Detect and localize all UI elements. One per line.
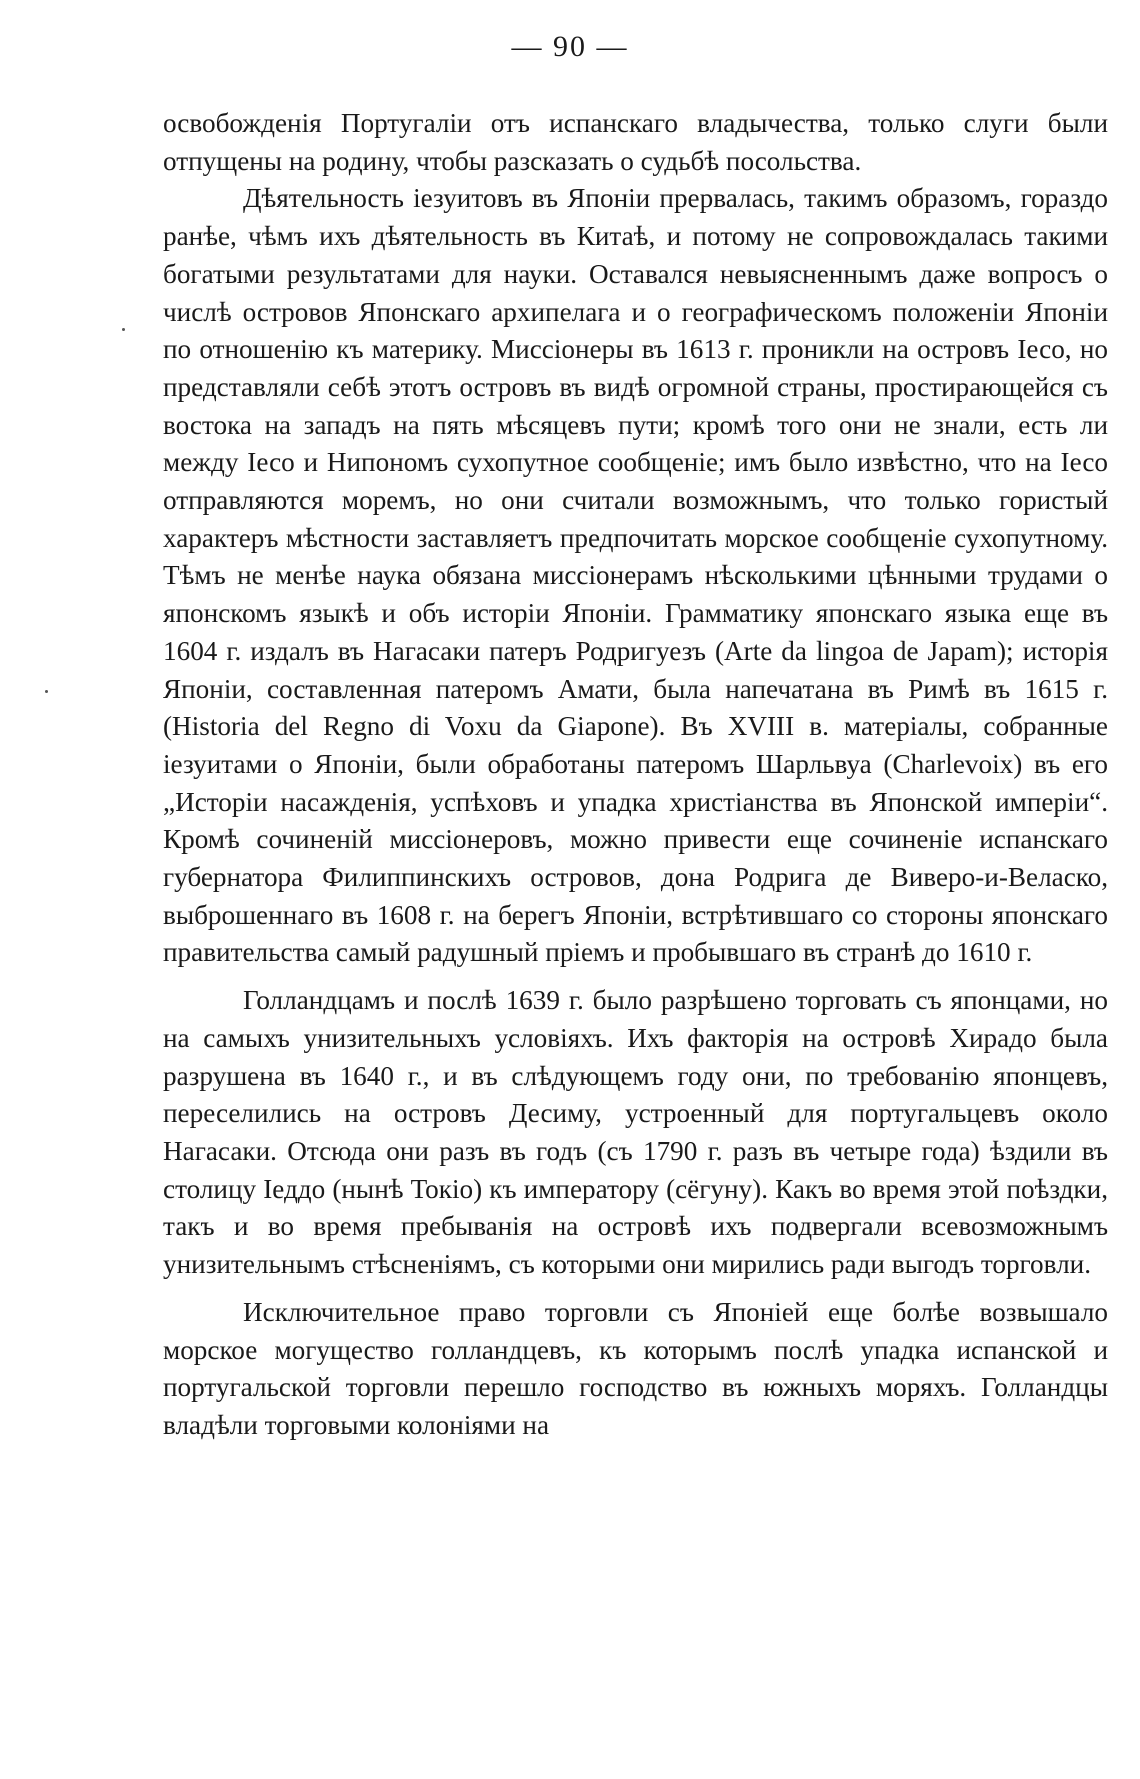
body-text xyxy=(163,105,1108,1445)
paragraph: Исключительное право торговли съ Японіей еще болѣе возвышало морское могущество голландцевъ, къ которымъ послѣ упадка испанской и португальской торговли перешло господство въ южныхъ моряхъ. Голландцы владѣли торговыми колоніями на xyxy=(163,1296,1108,1440)
paragraph: Дѣятельность іезуитовъ въ Японіи прервалась, такимъ образомъ, гораздо ранѣе, чѣмъ ихъ дѣятельность въ Китаѣ, и потому не сопровождалась такими богатыми результатами для науки. Оставался невыясненнымъ даже вопросъ о числѣ островов Японскаго архипелага и о географическомъ положеніи Японіи по отношенію къ материку. Миссіонеры въ 1613 г. проникли на островъ Іесо, но представляли себѣ этотъ островъ въ видѣ огромной страны, простирающейся съ востока на западъ на пять мѣсяцевъ пути; кромѣ того они не знали, есть ли между Іесо и Нипономъ сухопутное сообщеніе; имъ было извѣстно, что на Іесо отправляются моремъ, но они считали возможнымъ, что только гористый характеръ мѣстности заставляетъ предпочитать морское сообщеніе сухопутному. Тѣмъ не менѣе наука обязана миссіонерамъ нѣсколькими цѣнными трудами о японскомъ языкѣ и объ исторіи Японіи. Грамматику японскаго языка еще въ 1604 г. издалъ въ Нагасаки патеръ Родригуезъ (Arte da lingoa de Japam); исторія Японіи, составленная патеромъ Амати, была напечатана въ Римѣ въ 1615 г. (Historia del Regno di Voxu da Giapone). Въ XVIII в. матеріалы, собранные іезуитами о Японіи, были обработаны патеромъ Шарльвуа (Charlevoix) въ его „Исторіи насажденія, успѣховъ и упадка христіанства въ Японской имперіи“. Кромѣ сочиненій миссіонеровъ, можно привести еще сочиненіе испанскаго губернатора Филиппинскихъ островов, дона Родрига де Виверо-и-Веласко, выброшеннаго въ 1608 г. на берегъ Японіи, встрѣтившаго со стороны японскаго правительства самый радушный пріемъ и пробывшаго въ странѣ до 1610 г. xyxy=(163,183,1108,968)
scan-speck xyxy=(45,690,48,693)
paragraph: Голландцамъ и послѣ 1639 г. было разрѣшено торговать съ японцами, но на самыхъ унизительныхъ условіяхъ. Ихъ факторія на островѣ Хирадо была разрушена въ 1640 г., и въ слѣдующемъ году они, по требованію японцевъ, переселились на островъ Десиму, устроенный для португальцевъ около Нагасаки. Отсюда они разъ въ годъ (съ 1790 г. разъ въ четыре года) ѣздили въ столицу Іеддо (нынѣ Токіо) къ императору (сёгуну). Какъ во время этой поѣздки, такъ и во время пребыванія на островѣ ихъ подвергали всевозможнымъ унизительнымъ стѣсненіямъ, съ которыми они мирились ради выгодъ торговли. xyxy=(163,985,1108,1280)
page-number-header: — 90 — xyxy=(511,30,629,63)
paragraph: освобожденія Португаліи отъ испанскаго владычества, только слуги были отпущены на родину, чтобы разсказать о судьбѣ посольства. xyxy=(163,108,1108,176)
scan-speck xyxy=(122,328,125,331)
